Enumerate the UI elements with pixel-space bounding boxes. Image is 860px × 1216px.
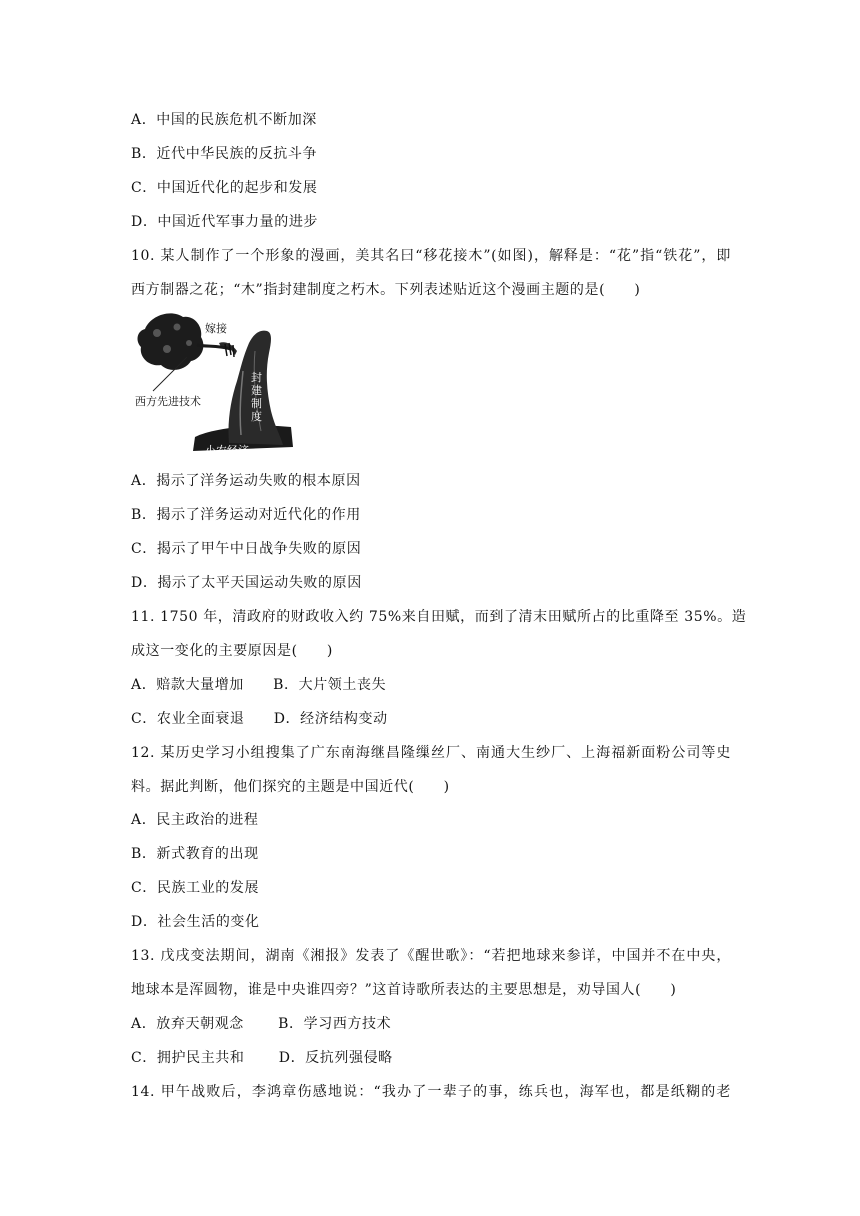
flower-blossom	[186, 340, 192, 346]
q10-stem-line2: 西方制器之花；“木”指封建制度之朽木。下列表述贴近这个漫画主题的是( )	[131, 282, 641, 298]
flower-blossom	[174, 324, 181, 331]
q9-option-a: A．中国的民族危机不断加深	[131, 112, 317, 128]
q11-stem-line2: 成这一变化的主要原因是( )	[131, 643, 333, 659]
q12-option-a: A．民主政治的进程	[131, 812, 259, 828]
q9-option-d: D．中国近代军事力量的进步	[131, 214, 319, 230]
q11-options-row1: A．赔款大量增加 B．大片领土丧失	[131, 677, 387, 693]
label-feudal-char: 度	[251, 410, 262, 423]
q10-stem-line1: 10. 某人制作了一个形象的漫画，美其名曰“移花接木”(如图)，解释是：“花”指“铁花”，即	[131, 248, 731, 264]
q10-option-c: C．揭示了甲午中日战争失败的原因	[131, 541, 362, 557]
q12-stem-line2: 料。据此判断，他们探究的主题是中国近代( )	[131, 779, 450, 795]
q12-option-d: D．社会生活的变化	[131, 914, 260, 930]
label-graft: 嫁接	[205, 322, 227, 335]
q13-options-row1: A．放弃天朝观念 B．学习西方技术	[131, 1016, 392, 1032]
q13-stem-line2: 地球本是浑圆物，谁是中央谁四旁？”这首诗歌所表达的主要思想是，劝导国人( )	[131, 982, 677, 998]
q9-option-b: B．近代中华民族的反抗斗争	[131, 146, 318, 162]
flower-blossom	[163, 345, 171, 353]
q9-option-c: C．中国近代化的起步和发展	[131, 180, 318, 196]
flower-blossom	[153, 329, 161, 337]
western-flower-bush	[138, 313, 204, 370]
q13-stem-line1: 13. 戊戌变法期间，湖南《湘报》发表了《醒世歌》：“若把地球来参详，中国并不在中央，	[131, 948, 731, 964]
q10-option-b: B．揭示了洋务运动对近代化的作用	[131, 507, 361, 523]
q13-options-row2: C．拥护民主共和 D．反抗列强侵略	[131, 1050, 393, 1066]
label-feudal-char: 建	[251, 384, 262, 397]
q10-option-a: A．揭示了洋务运动失败的根本原因	[131, 473, 361, 489]
grafting-cartoon-figure	[131, 311, 295, 457]
q10-option-d: D．揭示了太平天国运动失败的原因	[131, 575, 362, 591]
q11-options-row2: C．农业全面衰退 D．经济结构变动	[131, 711, 388, 727]
q12-option-b: B．新式教育的出现	[131, 846, 259, 862]
q12-stem-line1: 12. 某历史学习小组搜集了广东南海继昌隆缫丝厂、南通大生纱厂、上海福新面粉公司等史	[131, 745, 731, 761]
q14-stem-line1: 14. 甲午战败后，李鸿章伤感地说：“我办了一辈子的事，练兵也，海军也，都是纸糊的老	[131, 1084, 731, 1100]
grafting-cartoon-svg	[131, 311, 295, 457]
label-small-peasant-economy: 小农经济	[205, 444, 249, 457]
label-feudal-char: 制	[251, 397, 262, 410]
q11-stem-line1: 11. 1750 年，清政府的财政收入约 75%来自田赋，而到了清末田赋所占的比重降至 35%。造	[131, 609, 747, 625]
label-western-technology: 西方先进技术	[135, 395, 201, 408]
label-feudal-char: 封	[251, 371, 262, 384]
q12-option-c: C．民族工业的发展	[131, 880, 260, 896]
